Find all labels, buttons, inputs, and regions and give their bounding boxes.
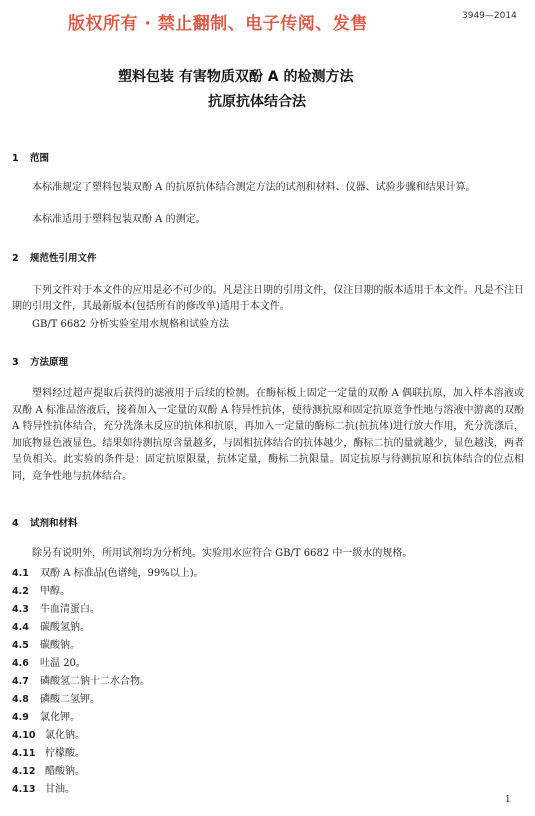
item-number: 4.8 — [12, 694, 29, 705]
section-3-paragraph: 塑料经过超声提取后获得的滤液用于后续的检测。在酶标板上固定一定量的双酚 A 偶联抗原，加入样本溶液或双酚 A 标准品溶液后，接着加入一定量的双酚 A 特异性抗体，使待测抗原和固定抗原竞争性地与溶液中游离的双酚 A 特异性抗体结合，充分洗涤未反应的抗体和抗原，再加入一定量的酶标二抗(抗抗体)进行放大作用，充分洗涤后，加底物显色液显色。结果如待测抗原含量越多，与固相抗体结合的抗体越少，酶标二抗的量就越少，显色越浅，两者呈负相关。此实验的条件是：固定抗原限量，抗体定量，酶标二抗限量。固定抗原与待测抗原和抗体结合的位点相同，竞争性地与抗体结合。 — [12, 388, 524, 482]
item-text: 磷酸二氢钾。 — [40, 694, 100, 705]
list-item — [12, 744, 85, 759]
section-title: 规范性引用文件 — [30, 253, 97, 264]
item-text: 磷酸氢二钠十二水合物。 — [40, 676, 150, 687]
item-number: 4.3 — [12, 604, 29, 615]
section-title: 方法原理 — [30, 357, 69, 368]
item-text: 甘油。 — [45, 784, 75, 795]
item-text: 碳酸氢钠。 — [40, 622, 90, 633]
section-3-heading — [12, 354, 68, 368]
item-number: 4.13 — [12, 784, 36, 795]
item-number: 4.1 — [12, 568, 29, 579]
normative-reference: GB/T 6682 分析实验室用水规格和试验方法 — [32, 319, 230, 330]
list-item — [12, 582, 70, 597]
list-item — [12, 672, 150, 687]
section-number: 4 — [12, 518, 19, 529]
item-text: 牛血清蛋白。 — [40, 604, 100, 615]
item-number: 4.11 — [12, 748, 36, 759]
section-4-heading — [12, 515, 78, 529]
item-number: 4.7 — [12, 676, 29, 687]
list-item — [12, 708, 80, 723]
document-title: 塑料包装 有害物质双酚 A 的检测方法 — [118, 69, 354, 85]
list-item — [12, 636, 80, 651]
section-number: 2 — [12, 253, 19, 264]
list-item — [12, 654, 86, 669]
item-text: 柠檬酸。 — [45, 748, 85, 759]
list-item — [12, 726, 85, 741]
item-text: 甲醇。 — [40, 586, 70, 597]
section-number: 3 — [12, 357, 19, 368]
list-item — [12, 780, 75, 795]
list-item — [12, 618, 90, 633]
page-number: 1 — [505, 795, 511, 805]
item-number: 4.9 — [12, 712, 29, 723]
item-text: 碳酸钠。 — [40, 640, 80, 651]
standard-code: 3949—2014 — [462, 11, 517, 21]
copyright-watermark: 版权所有 · 禁止翻制、电子传阅、发售 — [68, 14, 368, 34]
list-item — [12, 600, 100, 615]
section-1-heading — [12, 150, 49, 164]
section-title: 范围 — [30, 153, 50, 164]
item-text: 双酚 A 标准品(色谱纯，99%以上)。 — [40, 568, 204, 579]
list-item — [12, 564, 204, 579]
item-number: 4.4 — [12, 622, 29, 633]
list-item — [12, 690, 100, 705]
section-1-paragraph-1: 本标准规定了塑料包装双酚 A 的抗原抗体结合测定方法的试剂和材料、仪器、试验步骤和结果计算。 — [32, 182, 476, 193]
section-number: 1 — [12, 153, 19, 164]
item-number: 4.12 — [12, 766, 36, 777]
item-number: 4.6 — [12, 658, 29, 669]
section-title: 试剂和材料 — [30, 518, 78, 529]
section-2-heading — [12, 250, 97, 264]
section-2-paragraph-1: 下列文件对于本文件的应用是必不可少的。凡是注日期的引用文件，仅注日期的版本适用于本文件。凡是不注日期的引用文件，其最新版本(包括所有的修改单)适用于本文件。 — [12, 285, 524, 312]
list-item — [12, 762, 85, 777]
document-subtitle: 抗原抗体结合法 — [208, 94, 306, 110]
section-1-paragraph-2: 本标准适用于塑料包装双酚 A 的测定。 — [32, 214, 206, 225]
item-text: 氯化钠。 — [45, 730, 85, 741]
item-text: 醋酸钠。 — [45, 766, 85, 777]
item-number: 4.10 — [12, 730, 36, 741]
section-4-paragraph: 除另有说明外，所用试剂均为分析纯。实验用水应符合 GB/T 6682 中一级水的规格。 — [32, 548, 413, 559]
item-text: 吐温 20。 — [40, 658, 86, 669]
item-number: 4.2 — [12, 586, 29, 597]
item-number: 4.5 — [12, 640, 29, 651]
item-text: 氯化钾。 — [40, 712, 80, 723]
